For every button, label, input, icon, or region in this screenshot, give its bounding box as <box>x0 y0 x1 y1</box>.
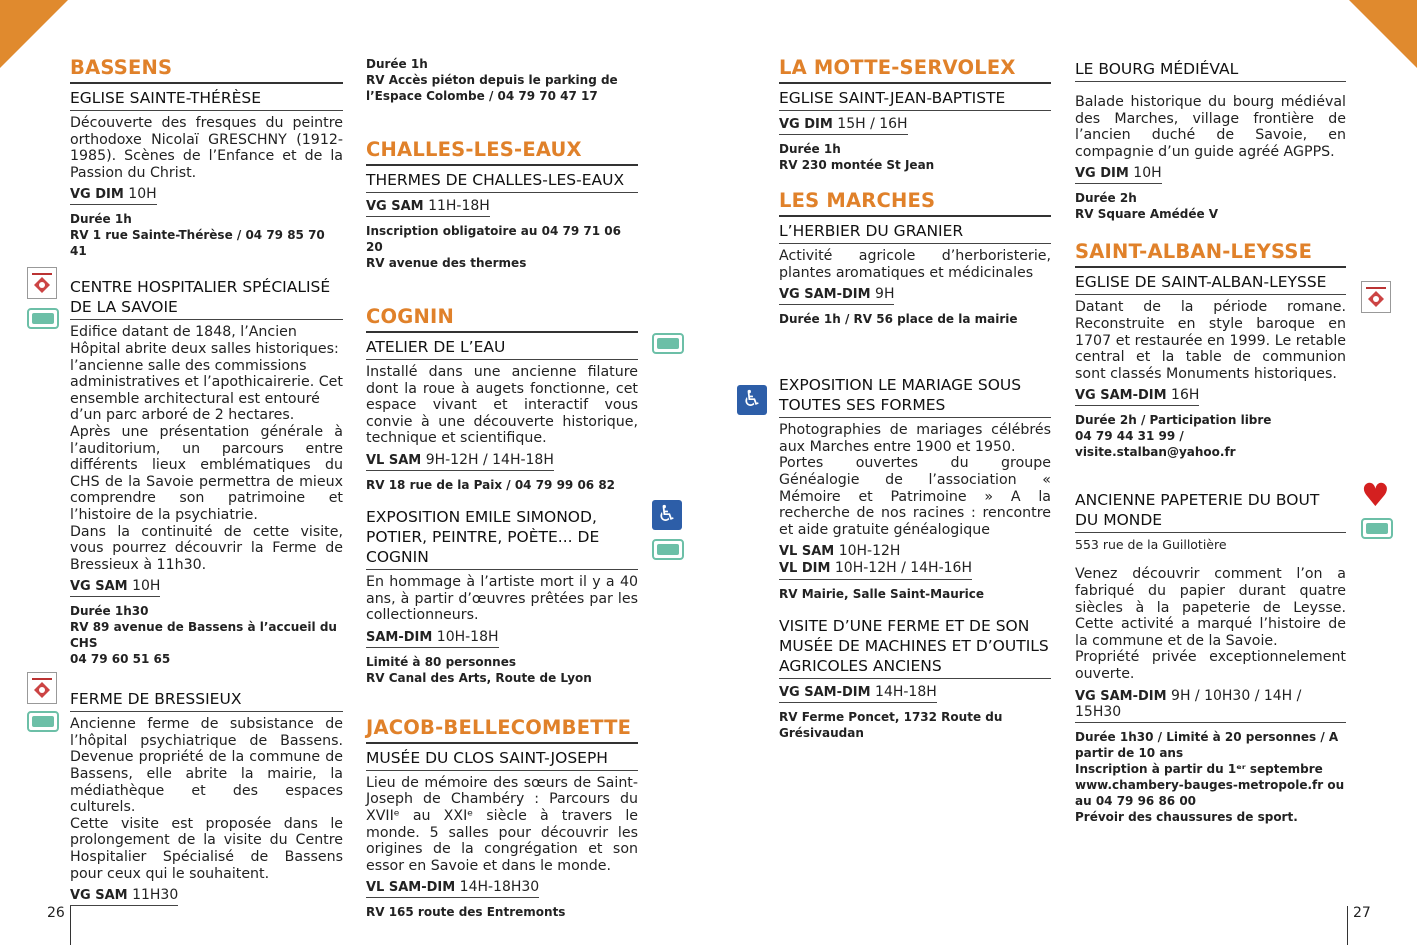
visit-info: Durée 2h / Participation libre 04 79 44 31 99 / visite.stalban@yahoo.fr <box>1075 413 1272 460</box>
schedule: VL SAM 10H-12H VL DIM 10H-12H / 14H-16H <box>779 543 1051 582</box>
site-title: EXPOSITION LE MARIAGE SOUS TOUTES SES FORMES <box>779 375 1051 418</box>
visit-info: Durée 1h30 / Limité à 20 personnes / A partir de 10 ans Inscription à partir du 1ᵉʳ septembre www.chambery-bauges-metropole.fr ou au 04 79 96 86 00 Prévoir des chaussures de sport. <box>1075 729 1345 824</box>
schedule: SAM-DIM 10H-18H <box>366 629 638 650</box>
site-title: CENTRE HOSPITALIER SPÉCIALISÉ DE LA SAVOIE <box>70 277 343 320</box>
bus-icon <box>652 539 684 560</box>
visit-info: Durée 1h RV Accès piéton depuis le parking de l’Espace Colombe / 04 79 70 47 17 <box>366 57 618 103</box>
site-title: THERMES DE CHALLES-LES-EAUX <box>366 170 638 193</box>
visit-info: Durée 1h RV 230 montée St Jean <box>779 142 935 172</box>
corner-decoration-right <box>1349 0 1417 68</box>
site-description: Balade historique du bourg médiéval des Marches, village frontière de l’ancien duché de Savoie, en compagnie d’un guide agréé AGPPS. <box>1075 94 1346 160</box>
site-title: LE BOURG MÉDIÉVAL <box>1075 59 1346 82</box>
column-4 <box>1075 56 1346 825</box>
visit-info: Inscription obligatoire au 04 79 71 06 20 RV avenue des thermes <box>366 224 621 270</box>
city-heading: CHALLES-LES-EAUX <box>366 138 638 166</box>
wheelchair-accessible-icon: ♿ <box>737 385 767 415</box>
schedule: VG SAM-DIM 16H <box>1075 387 1346 408</box>
visit-info: Durée 2h RV Square Amédée V <box>1075 191 1219 222</box>
schedule: VG SAM 10H <box>70 578 343 599</box>
site-description: Lieu de mémoire des sœurs de Saint-Joseph de Chambéry : Parcours du XVIIᵉ au XXIᵉ siècle à travers le monde. 5 salles pour découvrir les origines de la congrégation et son essor en Savoie et dans le monde. <box>366 774 638 874</box>
site-description: En hommage à l’artiste mort il y a 40 ans, à partir d’œuvres prêtées par les collectionneurs. <box>366 573 638 624</box>
heritage-label-icon <box>1361 281 1391 313</box>
site-title: EXPOSITION EMILE SIMONOD, POTIER, PEINTRE, POÈTE... DE COGNIN <box>366 507 638 570</box>
schedule: VG DIM 15H / 16H <box>779 116 1051 137</box>
site-title: ANCIENNE PAPETERIE DU BOUT DU MONDE <box>1075 490 1346 533</box>
site-description: Edifice datant de 1848, l’Ancien Hôpital abrite deux salles historiques: l’ancienne salle des commissions administratives et l’apothicairerie. Cet ensemble architectural est entouré d’un parc arboré de 2 hectares. Après une présentation générale à l’auditorium, un parcours entre différents lieux emblématiques du CHS de la Savoie permettra de mieux comprendre son patrimoine et l’histoire de la psychiatrie. Dans la continuité de cette visite, vous pourrez découvrir la Ferme de Bressieux à 11h30. <box>70 324 343 573</box>
page-divider-left <box>70 906 71 945</box>
site-description: Découverte des fresques du peintre orthodoxe Nicolaï GRESCHNY (1912-1985). Scènes de l’Enfance et de la Passion du Christ. <box>70 115 343 181</box>
city-heading: JACOB-BELLECOMBETTE <box>366 716 638 744</box>
column-1 <box>70 56 343 908</box>
visit-info: Durée 1h / RV 56 place de la mairie <box>779 312 1018 327</box>
bus-icon <box>27 308 59 329</box>
city-heading: LA MOTTE-SERVOLEX <box>779 56 1051 84</box>
visit-info: Limité à 80 personnes RV Canal des Arts, Route de Lyon <box>366 654 592 685</box>
heart-icon: ♥ <box>1361 476 1390 514</box>
page-number-left: 26 <box>47 905 65 921</box>
visit-info: RV Mairie, Salle Saint-Maurice <box>779 587 985 602</box>
wheelchair-accessible-icon: ♿ <box>652 500 682 530</box>
site-description: Venez découvrir comment l’on a fabriqué du papier durant quatre siècles à la papeterie de Leysse. Cette activité a marqué l’histoire de la commune et de la Savoie. Propriété privée exceptionnelement ouverte. <box>1075 566 1346 682</box>
bus-icon <box>27 711 59 732</box>
site-title: EGLISE SAINT-JEAN-BAPTISTE <box>779 88 1051 111</box>
schedule: VG SAM-DIM 9H <box>779 286 1051 307</box>
schedule: VG SAM-DIM 14H-18H <box>779 684 1051 705</box>
schedule: VG DIM 10H <box>1075 165 1346 186</box>
site-description: Ancienne ferme de subsistance de l’hôpital psychiatrique de Bassens. Devenue propriété de la commune de Bassens, elle abrite la mairie, la médiathèque et des espaces culturels. Cette visite est proposée dans le prolongement de la visite du Centre Hospitalier Spécialisé de Bassens pour ceux qui le souhaitent. <box>70 716 343 882</box>
site-description: Photographies de mariages célébrés aux Marches entre 1900 et 1950. Portes ouvertes du groupe Généalogie de l’association « Mémoire et Patrimoine » A la recherche de nos racines : rencontre et aide gratuite généalogique <box>779 422 1051 538</box>
page-divider-right <box>1347 906 1348 945</box>
schedule: VG SAM-DIM 9H / 10H30 / 14H / 15H30 <box>1075 688 1346 725</box>
visit-info: RV 18 rue de la Paix / 04 79 99 06 82 <box>366 477 616 492</box>
site-title: FERME DE BRESSIEUX <box>70 689 343 712</box>
visit-info: Durée 1h30 RV 89 avenue de Bassens à l’accueil du CHS 04 79 60 51 65 <box>70 604 337 667</box>
page-number-right: 27 <box>1353 905 1371 921</box>
schedule: VL SAM 9H-12H / 14H-18H <box>366 452 638 473</box>
schedule: VG SAM 11H-18H <box>366 198 638 219</box>
site-description: Activité agricole d’herboristerie, plantes aromatiques et médicinales <box>779 248 1051 281</box>
column-2 <box>366 56 638 920</box>
site-title: MUSÉE DU CLOS SAINT-JOSEPH <box>366 748 638 771</box>
city-heading: SAINT-ALBAN-LEYSSE <box>1075 240 1346 268</box>
site-description: Installé dans une ancienne filature dont la roue à augets fonctionne, cet espace vivant et interactif vous convie à une découverte historique, technique et scientifique. <box>366 364 638 447</box>
city-heading: BASSENS <box>70 56 343 84</box>
site-title: L’HERBIER DU GRANIER <box>779 221 1051 244</box>
schedule: VG DIM 10H <box>70 186 343 207</box>
bus-icon <box>652 333 684 354</box>
site-description: Datant de la période romane. Reconstruite en style baroque en 1707 et restaurée en 1999. Le retable central et la table de communion sont classés Monuments historiques. <box>1075 299 1346 382</box>
site-title: EGLISE DE SAINT-ALBAN-LEYSSE <box>1075 272 1346 295</box>
city-heading: LES MARCHES <box>779 189 1051 217</box>
site-address: 553 rue de la Guillotière <box>1075 537 1227 553</box>
heritage-label-icon <box>27 672 57 704</box>
visit-info: RV Ferme Poncet, 1732 Route du Grésivaudan <box>779 710 1003 741</box>
schedule: VL SAM-DIM 14H-18H30 <box>366 879 638 900</box>
bus-icon <box>1361 518 1393 539</box>
visit-info: RV 165 route des Entremonts <box>366 905 566 920</box>
visit-info: Durée 1h RV 1 rue Sainte-Thérèse / 04 79 85 70 41 <box>70 212 325 259</box>
site-title: ATELIER DE L’EAU <box>366 337 638 360</box>
schedule: VG SAM 11H30 <box>70 887 343 908</box>
column-3 <box>779 56 1051 741</box>
heritage-label-icon <box>27 267 57 299</box>
city-heading: COGNIN <box>366 305 638 333</box>
site-title: EGLISE SAINTE-THÉRÈSE <box>70 88 343 111</box>
site-title: VISITE D’UNE FERME ET DE SON MUSÉE DE MACHINES ET D’OUTILS AGRICOLES ANCIENS <box>779 616 1051 679</box>
corner-decoration-left <box>0 0 68 68</box>
